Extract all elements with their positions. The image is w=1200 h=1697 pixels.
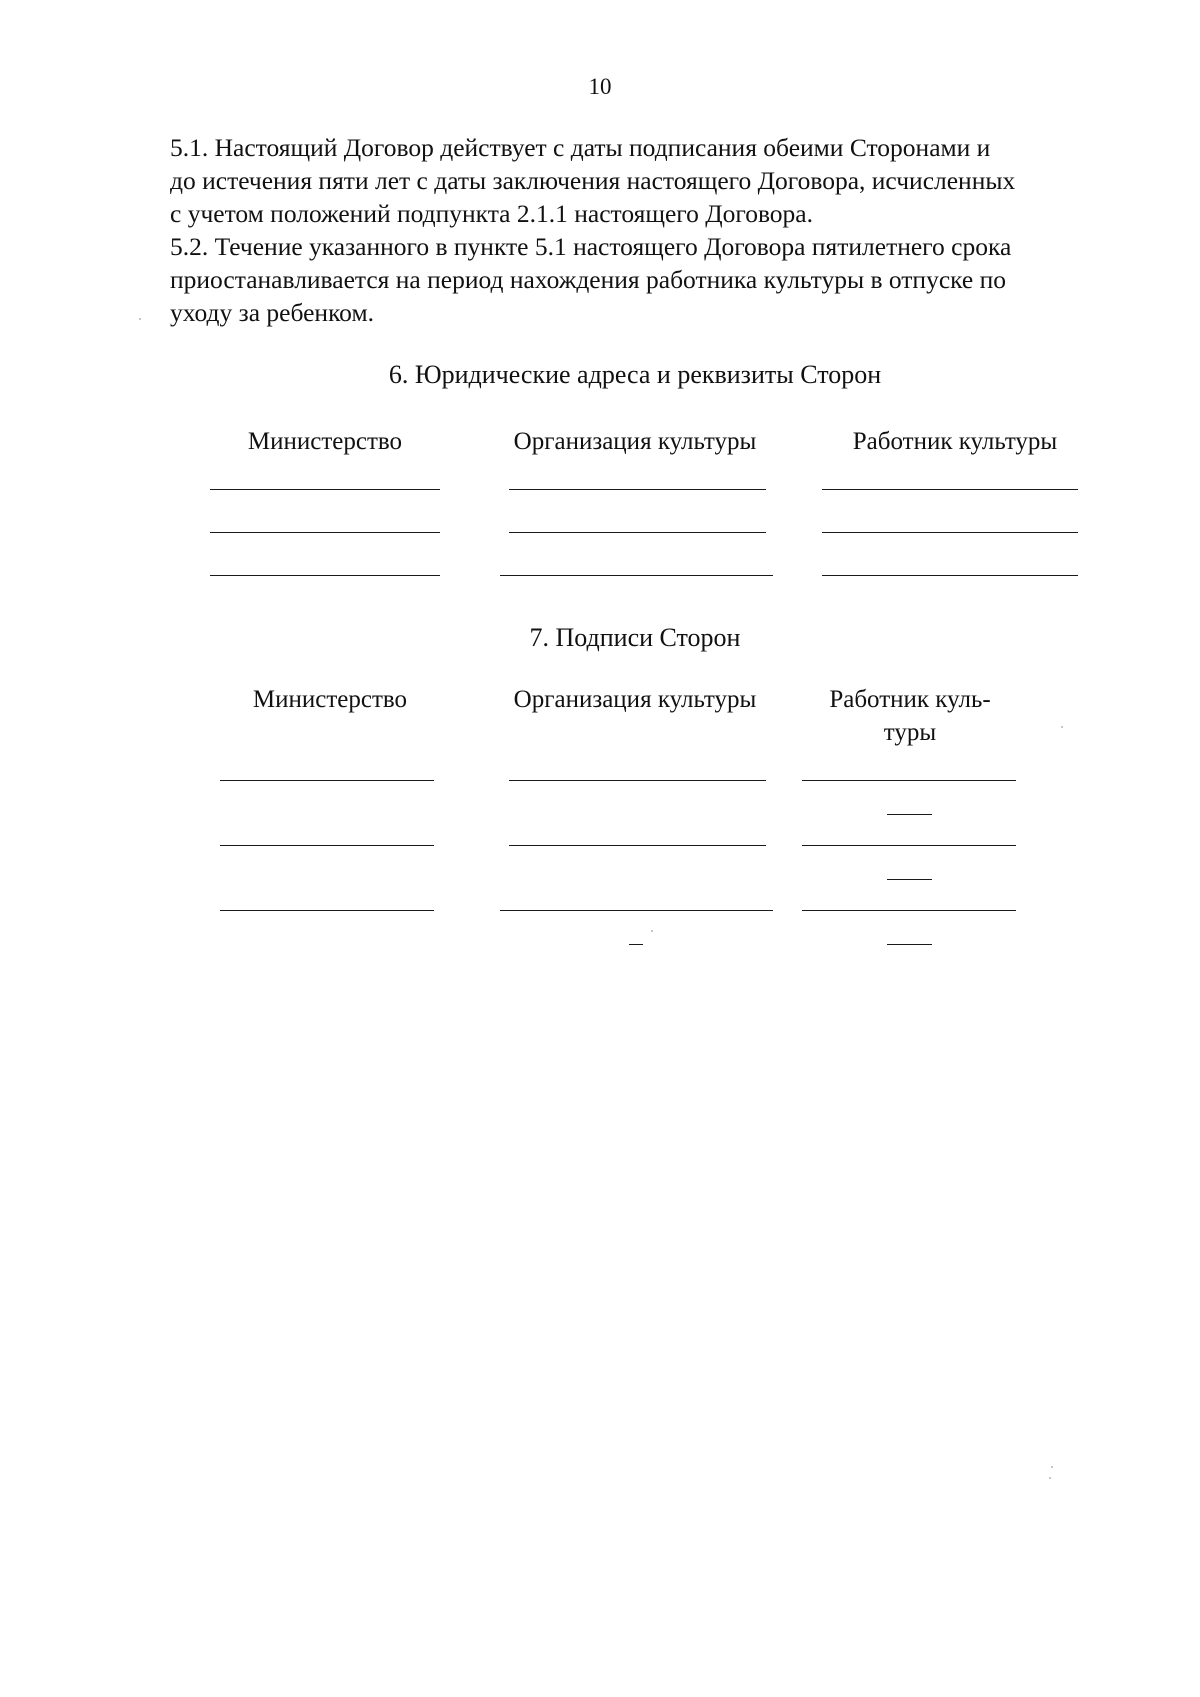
paragraph-5-1: [170, 131, 1110, 230]
column-culture-worker-continued: туры: [883, 719, 937, 746]
paragraph-5-2: [170, 230, 1110, 329]
signature-line: [220, 910, 434, 911]
signature-line-short: [887, 944, 932, 945]
blank-line: [210, 489, 440, 490]
section-7-title: 7. Подписи Сторон: [529, 623, 741, 652]
signature-line: [802, 845, 1016, 846]
blank-line: [822, 532, 1078, 533]
scan-dot: [1049, 1477, 1051, 1479]
page-number: 10: [588, 74, 612, 99]
signature-line: [220, 780, 434, 781]
column-culture-worker: Работник куль-: [829, 686, 991, 713]
blank-line: [210, 532, 440, 533]
scan-dot: [1051, 1466, 1053, 1468]
scan-dot: [139, 318, 141, 320]
scan-dot: [651, 930, 653, 932]
column-ministry: Министерство: [252, 686, 408, 713]
column-culture-organization: Организация культуры: [513, 686, 757, 713]
blank-line: [210, 575, 440, 576]
signature-line-short: [887, 814, 932, 815]
text-line: с учетом положений подпункта 2.1.1 настоящего Договора.: [170, 199, 814, 228]
signature-line: [509, 845, 766, 846]
text-line: 5.2. Течение указанного в пункте 5.1 настоящего Договора пятилетнего срока: [170, 232, 1012, 261]
signature-line: [802, 780, 1016, 781]
column-culture-organization: Организация культуры: [513, 428, 757, 455]
blank-line: [509, 489, 766, 490]
text-line: уходу за ребенком.: [170, 298, 374, 327]
text-line: 5.1. Настоящий Договор действует с даты подписания обеими Сторонами и: [170, 133, 991, 162]
column-ministry: Министерство: [247, 428, 403, 455]
blank-line: [822, 575, 1078, 576]
blank-line: [822, 489, 1078, 490]
text-line: приостанавливается на период нахождения работника культуры в отпуске по: [170, 265, 1006, 294]
signature-line-short: [887, 879, 932, 880]
section-6-title: 6. Юридические адреса и реквизиты Сторон: [388, 360, 882, 389]
blank-line: [500, 575, 773, 576]
signature-line: [500, 910, 773, 911]
text-line: до истечения пяти лет с даты заключения настоящего Договора, исчисленных: [170, 166, 1016, 195]
signature-line: [802, 910, 1016, 911]
signature-line: [220, 845, 434, 846]
blank-line: [509, 532, 766, 533]
scan-dot: [1061, 726, 1063, 728]
signature-line-dash: [629, 944, 643, 945]
column-culture-worker: Работник культуры: [852, 428, 1058, 455]
signature-line: [509, 780, 766, 781]
